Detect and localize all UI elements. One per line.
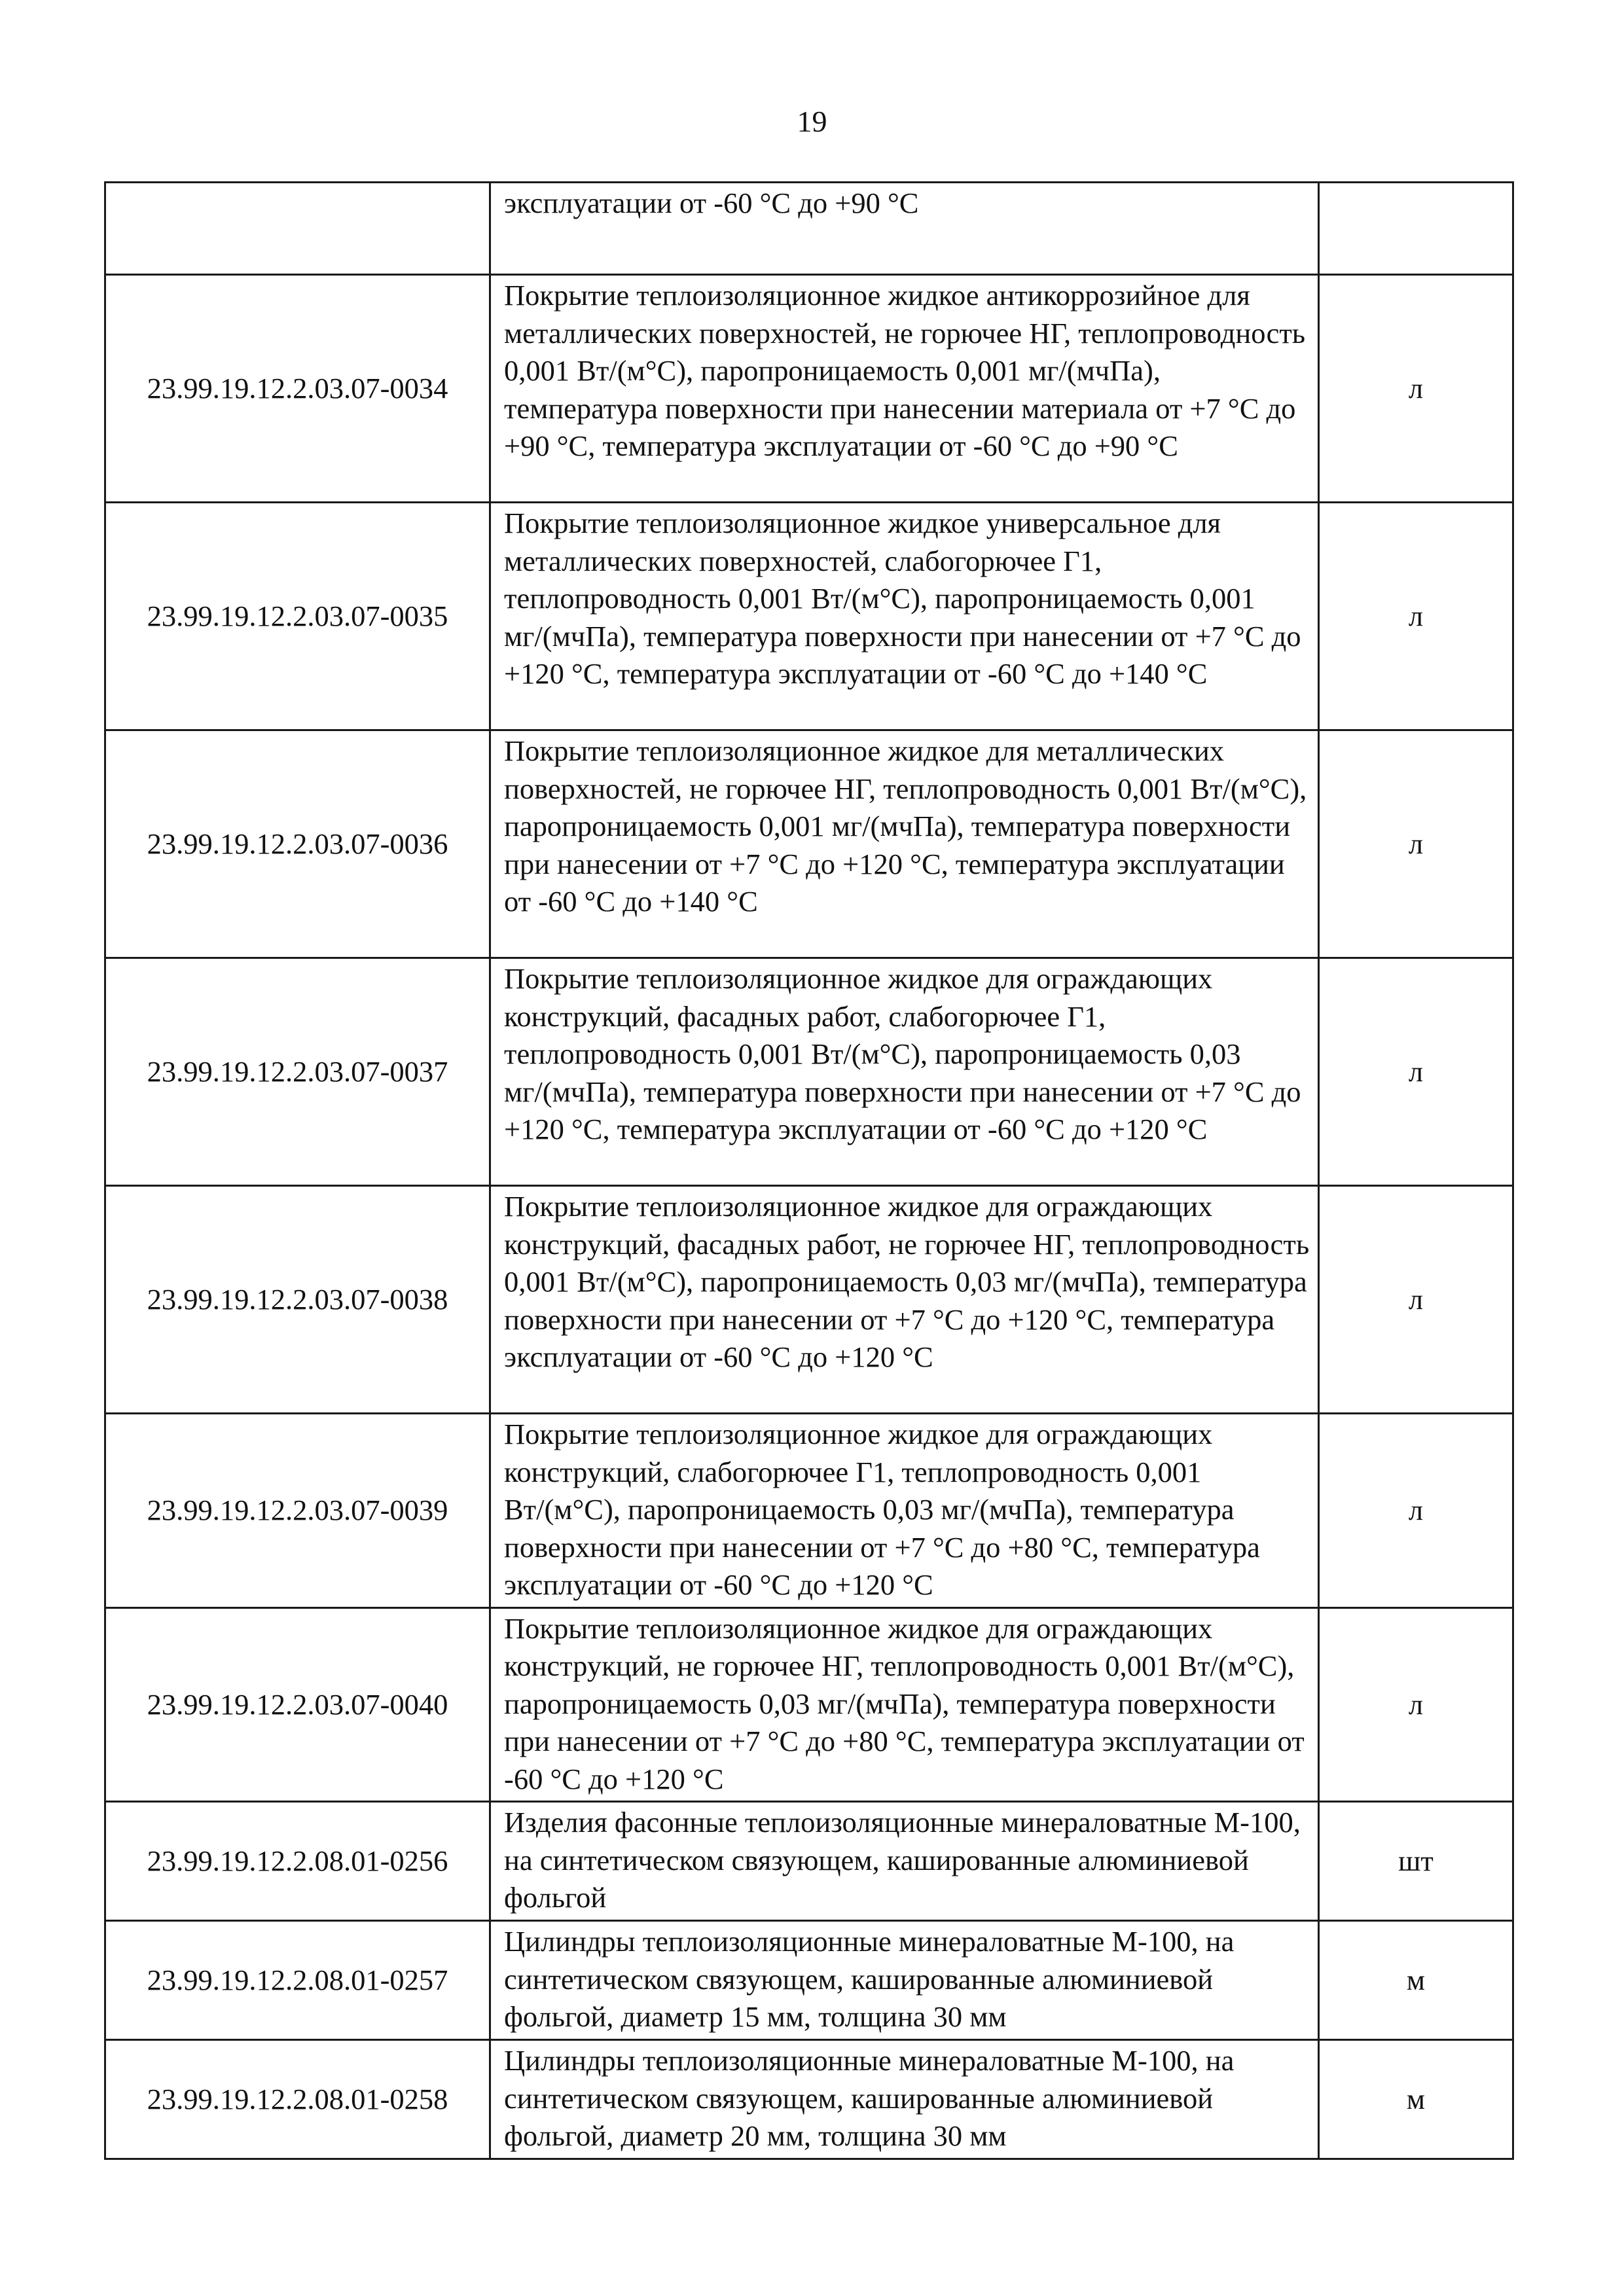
resource-code: 23.99.19.12.2.03.07-0040 [105, 1607, 490, 1802]
resource-code: 23.99.19.12.2.03.07-0038 [105, 1186, 490, 1414]
unit-of-measure: л [1319, 730, 1513, 958]
table-row [105, 1186, 1513, 1414]
unit-of-measure [1319, 183, 1513, 275]
resource-code: 23.99.19.12.2.03.07-0035 [105, 503, 490, 730]
table-row [105, 1921, 1513, 2040]
table-row [105, 1802, 1513, 1921]
resource-code: 23.99.19.12.2.03.07-0036 [105, 730, 490, 958]
resource-name: Покрытие теплоизоляционное жидкое универсальное для металлических поверхностей, слабогорючее Г1, теплопроводность 0,001 Вт/(м°С), паропроницаемость 0,001 мг/(мчПа), температура поверхности при нанесении от +7 °С до +120 °С, температура эксплуатации от -60 °С до +140 °С [490, 503, 1319, 730]
resource-name: Покрытие теплоизоляционное жидкое для ограждающих конструкций, слабогорючее Г1, теплопроводность 0,001 Вт/(м°С), паропроницаемость 0,03 мг/(мчПа), температура поверхности при нанесении от +7 °С до +80 °С, температура эксплуатации от -60 °С до +120 °С [490, 1414, 1319, 1608]
resource-name: Покрытие теплоизоляционное жидкое для ограждающих конструкций, фасадных работ, слабогорючее Г1, теплопроводность 0,001 Вт/(м°С), паропроницаемость 0,03 мг/(мчПа), температура поверхности при нанесении от +7 °С до +120 °С, температура эксплуатации от -60 °С до +120 °С [490, 958, 1319, 1186]
resource-code: 23.99.19.12.2.08.01-0256 [105, 1802, 490, 1921]
page-number: 19 [797, 105, 827, 138]
table-row [105, 958, 1513, 1186]
unit-of-measure: л [1319, 275, 1513, 503]
table-row [105, 1414, 1513, 1608]
resource-code: 23.99.19.12.2.03.07-0039 [105, 1414, 490, 1608]
table-row [105, 275, 1513, 503]
resource-name: эксплуатации от -60 °С до +90 °С [490, 183, 1319, 275]
unit-of-measure: шт [1319, 1802, 1513, 1921]
resource-code: 23.99.19.12.2.08.01-0258 [105, 2040, 490, 2159]
table-row [105, 183, 1513, 275]
unit-of-measure: м [1319, 2040, 1513, 2159]
resource-name: Изделия фасонные теплоизоляционные минераловатные М-100, на синтетическом связующем, кашированные алюминиевой фольгой [490, 1802, 1319, 1921]
unit-of-measure: л [1319, 1414, 1513, 1608]
resource-name: Покрытие теплоизоляционное жидкое для ограждающих конструкций, фасадных работ, не горючее НГ, теплопроводность 0,001 Вт/(м°С), паропроницаемость 0,03 мг/(мчПа), температура поверхности при нанесении от +7 °С до +120 °С, температура эксплуатации от -60 °С до +120 °С [490, 1186, 1319, 1414]
resource-code: 23.99.19.12.2.03.07-0034 [105, 275, 490, 503]
table-row [105, 730, 1513, 958]
table-row [105, 2040, 1513, 2159]
resource-name: Цилиндры теплоизоляционные минераловатные М-100, на синтетическом связующем, кашированные алюминиевой фольгой, диаметр 20 мм, толщина 30 мм [490, 2040, 1319, 2159]
resource-name: Покрытие теплоизоляционное жидкое антикоррозийное для металлических поверхностей, не горючее НГ, теплопроводность 0,001 Вт/(м°С), паропроницаемость 0,001 мг/(мчПа), температура поверхности при нанесении материала от +7 °С до +90 °С, температура эксплуатации от -60 °С до +90 °С [490, 275, 1319, 503]
unit-of-measure: л [1319, 1186, 1513, 1414]
table-row [105, 1607, 1513, 1802]
resource-name: Цилиндры теплоизоляционные минераловатные М-100, на синтетическом связующем, кашированные алюминиевой фольгой, диаметр 15 мм, толщина 30 мм [490, 1921, 1319, 2040]
unit-of-measure: м [1319, 1921, 1513, 2040]
unit-of-measure: л [1319, 1607, 1513, 1802]
table-row [105, 503, 1513, 730]
resource-code: 23.99.19.12.2.08.01-0257 [105, 1921, 490, 2040]
resource-code [105, 183, 490, 275]
resource-name: Покрытие теплоизоляционное жидкое для металлических поверхностей, не горючее НГ, теплопроводность 0,001 Вт/(м°С), паропроницаемость 0,001 мг/(мчПа), температура поверхности при нанесении от +7 °С до +120 °С, температура эксплуатации от -60 °С до +140 °С [490, 730, 1319, 958]
unit-of-measure: л [1319, 958, 1513, 1186]
resource-table [104, 181, 1514, 2160]
resource-code: 23.99.19.12.2.03.07-0037 [105, 958, 490, 1186]
unit-of-measure: л [1319, 503, 1513, 730]
resource-name: Покрытие теплоизоляционное жидкое для ограждающих конструкций, не горючее НГ, теплопроводность 0,001 Вт/(м°С), паропроницаемость 0,03 мг/(мчПа), температура поверхности при нанесении от +7 °С до +80 °С, температура эксплуатации от -60 °С до +120 °С [490, 1607, 1319, 1802]
